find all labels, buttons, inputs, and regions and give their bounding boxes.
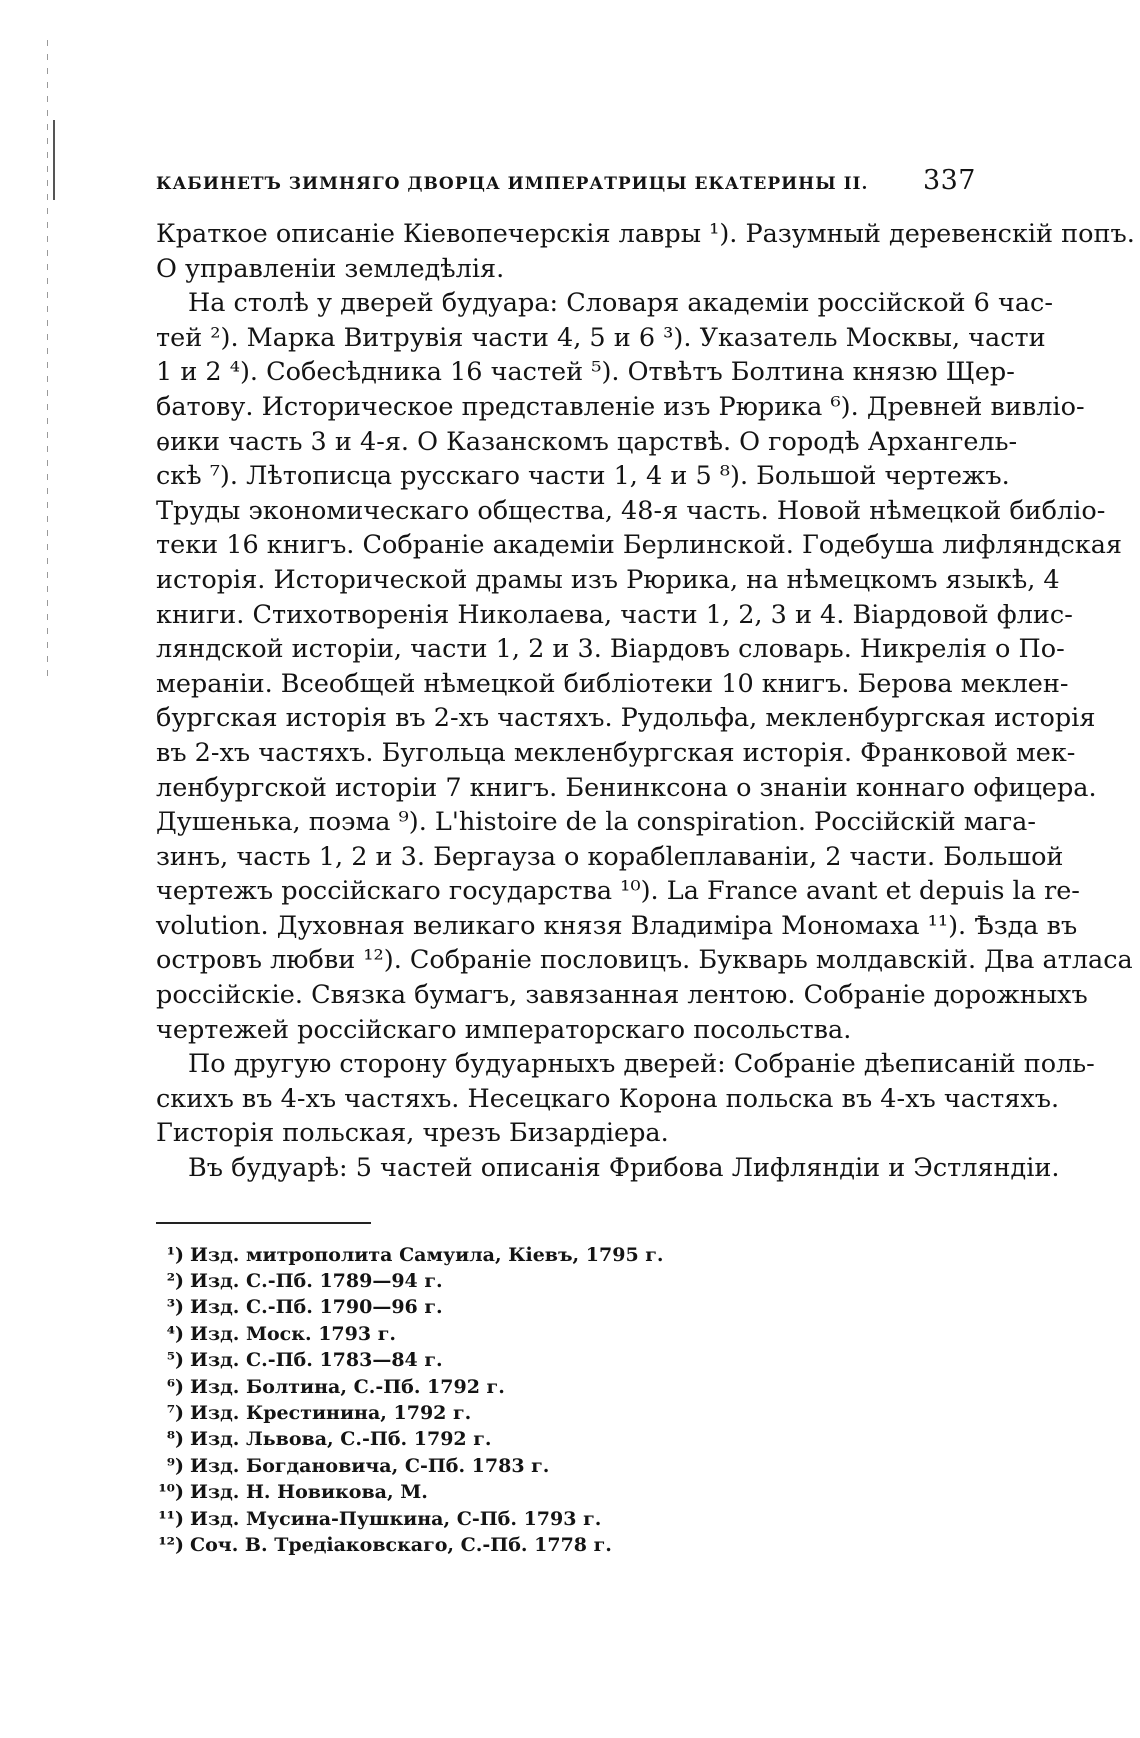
text-line: островъ любви ¹²). Собраніе пословицъ. Букварь молдавскій. Два атласа — [156, 945, 1133, 976]
text-line: ленбургской исторіи 7 книгъ. Бенинксона о знаніи коннаго офицера. — [156, 772, 1097, 803]
text-line: На столѣ у дверей будуара: Словаря академіи россійской 6 час- — [188, 288, 1053, 319]
footnote — [156, 1506, 976, 1532]
text-line: чертежъ россійскаго государства ¹⁰). La France avant et depuis la re- — [156, 876, 1080, 907]
text-line: теки 16 книгъ. Собраніе академіи Берлинской. Годебуша лифляндская — [156, 530, 1122, 561]
footnote-text: Изд. С.-Пб. 1783—84 г. — [190, 1349, 443, 1372]
footnote — [156, 1321, 976, 1347]
text-line: ляндской исторіи, части 1, 2 и 3. Віардовъ словарь. Никрелія о По- — [156, 634, 1065, 665]
footnote-mark: ⁴) — [166, 1322, 184, 1345]
footnote — [156, 1347, 976, 1373]
text-line: скѣ ⁷). Лѣтописца русскаго части 1, 4 и 5 ⁸). Большой чертежъ. — [156, 461, 1010, 492]
text-line: О управленіи земледѣлія. — [156, 253, 505, 284]
text-line: исторія. Исторической драмы изъ Рюрика, на нѣмецкомъ языкѣ, 4 — [156, 564, 1060, 595]
text-line: въ 2-хъ частяхъ. Бугольца мекленбургская исторія. Франковой мек- — [156, 737, 1076, 768]
footnote — [156, 1268, 976, 1294]
text-line: Краткое описаніе Кіевопечерскія лавры ¹). Разумный деревенскій попъ. — [156, 219, 1135, 249]
footnote-text: Изд. митрополита Самуила, Кіевъ, 1795 г. — [190, 1243, 664, 1266]
text-line: тей ²). Марка Витрувія части 4, 5 и 6 ³). Указатель Москвы, части — [156, 322, 1046, 353]
footnote-text: Изд. С.-Пб. 1790—96 г. — [190, 1296, 443, 1319]
page-number: 337 — [922, 165, 976, 196]
footnote — [156, 1294, 976, 1320]
text-line: зинъ, часть 1, 2 и 3. Бергауза о корабleплаваніи, 2 части. Большой — [156, 841, 1064, 872]
footnote — [156, 1532, 976, 1558]
text-line: батову. Историческое представленіе изъ Рюрика ⁶). Древней вивліо- — [156, 391, 1085, 422]
text-line: мераніи. Всеобщей нѣмецкой библіотеки 10 книгъ. Берова меклен- — [156, 668, 1069, 699]
page — [156, 165, 1135, 1559]
footnote-mark: ¹¹) — [158, 1507, 184, 1530]
text-line: 1 и 2 ⁴). Собесѣдника 16 частей ⁵). Отвѣтъ Болтина князю Щер- — [156, 357, 1015, 388]
header-title: КАБИНЕТЪ ЗИМНЯГО ДВОРЦА ИМПЕРАТРИЦЫ ЕКАТЕРИНЫ II. — [156, 174, 869, 194]
text-line: Труды экономическаго общества, 48-я часть. Новой нѣмецкой библіо- — [156, 495, 1106, 526]
footnote-text: Изд. Моск. 1793 г. — [190, 1322, 396, 1345]
footnote-text: Соч. В. Тредіаковскаго, С.-Пб. 1778 г. — [190, 1534, 612, 1557]
text-line: Гисторія польская, чрезъ Бизардіера. — [156, 1118, 669, 1149]
footnote-mark: ⁷) — [166, 1402, 184, 1425]
footnote-mark: ⁶) — [166, 1375, 184, 1398]
text-line: бургская исторія въ 2-хъ частяхъ. Рудольфа, мекленбургская исторія — [156, 703, 1096, 734]
footnote-mark: ⁸) — [166, 1428, 184, 1451]
footnote — [156, 1453, 976, 1479]
scan-margin-mark — [53, 120, 55, 200]
scan-margin-line — [47, 40, 48, 680]
footnote-mark: ⁹) — [166, 1454, 184, 1477]
text-line: Въ будуарѣ: 5 частей описанія Фрибова Лифляндіи и Эстляндіи. — [188, 1153, 1060, 1184]
footnote-text: Изд. Н. Новикова, М. — [190, 1481, 428, 1504]
footnote — [156, 1400, 976, 1426]
body-text — [156, 217, 1135, 1186]
footnote — [156, 1374, 976, 1400]
footnote — [156, 1479, 976, 1505]
footnote-text: Изд. С.-Пб. 1789—94 г. — [190, 1270, 443, 1293]
footnotes — [156, 1242, 976, 1559]
running-header — [156, 165, 976, 205]
footnote-mark: ¹²) — [158, 1534, 184, 1557]
footnote-divider — [156, 1222, 371, 1224]
text-line: volution. Духовная великаго князя Владиміра Мономаха ¹¹). Ѣзда въ — [156, 910, 1078, 941]
text-line: скихъ въ 4-хъ частяхъ. Несецкаго Корона польска въ 4-хъ частяхъ. — [156, 1083, 1060, 1114]
footnote-text: Изд. Львова, С.-Пб. 1792 г. — [190, 1428, 492, 1451]
footnote — [156, 1426, 976, 1452]
text-line: книги. Стихотворенія Николаева, части 1, 2, 3 и 4. Віардовой флис- — [156, 599, 1073, 630]
footnote-mark: ³) — [166, 1296, 184, 1319]
footnote-mark: ¹⁰) — [158, 1481, 184, 1504]
footnote-mark: ⁵) — [166, 1349, 184, 1372]
footnote-text: Изд. Крестинина, 1792 г. — [190, 1402, 472, 1425]
footnote-mark: ¹) — [166, 1243, 184, 1266]
footnote — [156, 1242, 976, 1268]
footnote-text: Изд. Богдановича, С-Пб. 1783 г. — [190, 1454, 550, 1477]
footnote-text: Изд. Болтина, С.-Пб. 1792 г. — [190, 1375, 505, 1398]
text-line: Душенька, поэма ⁹). L'histoire de la conspiration. Россійскій мага- — [156, 807, 1036, 838]
text-line: По другую сторону будуарныхъ дверей: Собраніе дѣеписаній поль- — [188, 1049, 1095, 1080]
text-line: чертежей россійскаго императорскаго посольства. — [156, 1014, 852, 1045]
footnote-mark: ²) — [166, 1270, 184, 1293]
text-line: россійскіе. Связка бумагъ, завязанная лентою. Собраніе дорожныхъ — [156, 980, 1088, 1011]
footnote-text: Изд. Мусина-Пушкина, С-Пб. 1793 г. — [190, 1507, 602, 1530]
text-line: ѳики часть 3 и 4-я. О Казанскомъ царствѣ. О городѣ Архангель- — [156, 426, 1018, 457]
